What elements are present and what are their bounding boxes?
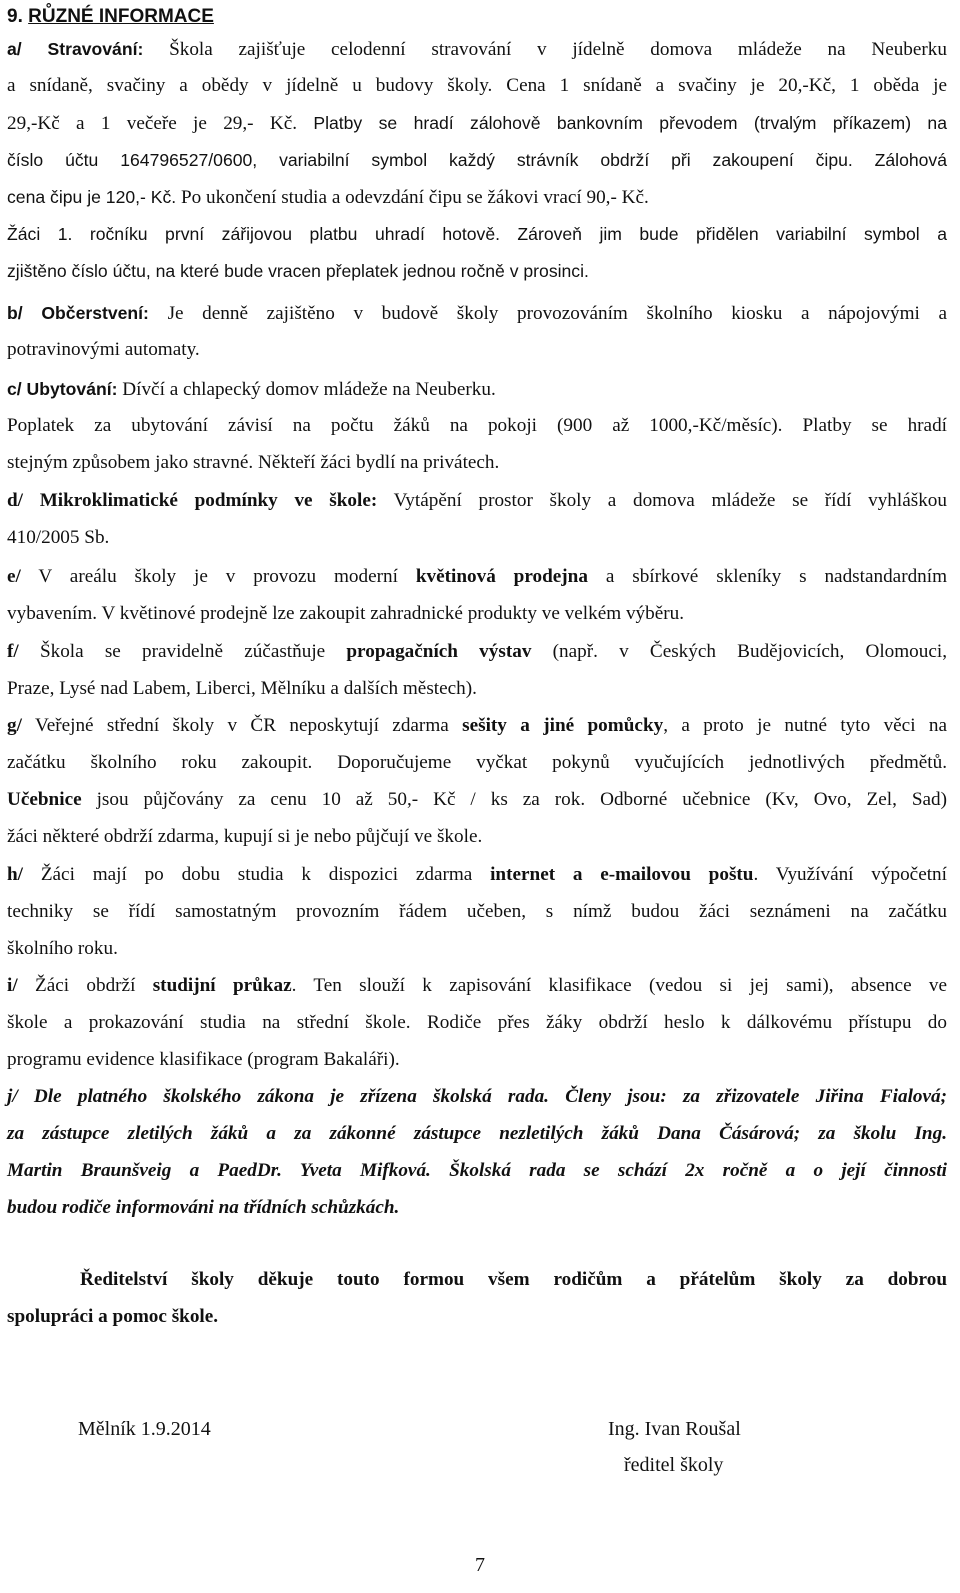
text: Platby se hradí zálohově bankovním převodem (trvalým příkazem) na	[313, 113, 947, 133]
text: . Využívání výpočetní	[753, 864, 947, 885]
paragraph-b-line-1	[7, 296, 947, 330]
paragraph-a-line-6	[7, 217, 947, 251]
text: Veřejné střední školy v ČR neposkytují zdarma	[34, 715, 449, 736]
text: Učebnice	[7, 789, 82, 810]
text: jsou půjčovány za cenu 10 až 50,- Kč / ks za rok. Odborné učebnice (Kv, Ovo, Zel, Sad)	[96, 789, 947, 810]
text: , a proto je nutné tyto věci na	[663, 715, 948, 736]
section-title: RŮZNÉ INFORMACE	[28, 6, 214, 27]
place-date: Mělník 1.9.2014	[78, 1418, 211, 1440]
text: (např. v Českých Budějovicích, Olomouci,	[552, 641, 948, 662]
text: číslo účtu 164796527/0600, variabilní symbol každý strávník obdrží při zakoupení čipu.	[7, 150, 853, 170]
text: květinová prodejna	[415, 566, 588, 587]
text: studijní průkaz	[152, 975, 292, 996]
paragraph-i-line-1	[7, 969, 947, 1003]
text: spolupráci a pomoc škole.	[7, 1306, 219, 1327]
text: techniky se řídí samostatným provozním řádem učeben, s nímž budou žáci seznámeni na začátku	[7, 901, 947, 922]
label-stravovani: a/ Stravování:	[7, 39, 144, 59]
text: stejným způsobem jako stravné. Někteří žáci bydlí na privátech.	[7, 452, 500, 473]
text: Vytápění prostor školy a domova mládeže se řídí vyhláškou	[393, 490, 947, 511]
text: Je denně zajištěno v budově školy provozováním školního kiosku a nápojovými a	[167, 303, 947, 324]
text: programu evidence klasifikace (program Bakaláři).	[7, 1049, 400, 1070]
text: za zástupce zletilých žáků a za zákonné zástupce nezletilých žáků Dana Čásárová; za školu Ing.	[7, 1123, 947, 1144]
label-ubytovani: c/ Ubytování:	[7, 379, 118, 399]
text: Žáci obdrží	[34, 975, 136, 996]
paragraph-e-line-1	[7, 560, 947, 594]
text: zjištěno číslo účtu, na které bude vracen přeplatek jednou ročně v prosinci.	[7, 261, 589, 281]
paragraph-g-line-4	[7, 820, 947, 854]
paragraph-h-line-3	[7, 932, 947, 966]
text: Martin Braunšveig a PaedDr. Yveta Mifková. Školská rada se schází 2x ročně a o její činnosti	[7, 1160, 947, 1181]
text: Praze, Lysé nad Labem, Liberci, Mělníku a dalších městech).	[7, 678, 477, 699]
paragraph-a-line-7	[7, 254, 947, 288]
label-obcerstveni: b/ Občerstvení:	[7, 303, 149, 323]
section-number: 9.	[7, 6, 23, 27]
paragraph-j-line-3	[7, 1154, 947, 1188]
text: . Ten slouží k zapisování klasifikace (vedou si jej sami), absence ve	[291, 975, 948, 996]
text: Zároveň jim bude přidělen variabilní symbol a	[517, 224, 947, 244]
paragraph-j-line-1	[7, 1080, 947, 1114]
text: 410/2005 Sb.	[7, 527, 110, 548]
text: sešity a jiné pomůcky	[462, 715, 664, 736]
paragraph-j-line-2	[7, 1117, 947, 1151]
paragraph-a-line-3	[7, 106, 947, 140]
text: Žáci 1. ročníku první zářijovou platbu uhradí hotově.	[7, 224, 501, 244]
text: škole a prokazování studia na střední škole. Rodiče přes žáky obdrží heslo k dálkovému přístupu do	[7, 1012, 947, 1033]
paragraph-g-line-3	[7, 783, 947, 817]
text: Škola zajišťuje celodenní stravování v jídelně domova mládeže na Neuberku	[169, 39, 947, 60]
paragraph-d-line-2	[7, 521, 947, 555]
paragraph-i-line-3	[7, 1043, 947, 1077]
paragraph-f-line-2	[7, 672, 947, 706]
text: žáci některé obdrží zdarma, kupují si je nebo půjčují ve škole.	[7, 826, 483, 847]
text: propagačních výstav	[346, 641, 532, 662]
text: Ředitelství školy děkuje touto formou všem rodičům a přátelům školy za dobrou	[80, 1269, 947, 1290]
text: V areálu školy je v provozu moderní	[38, 566, 398, 587]
paragraph-b-line-2	[7, 333, 947, 367]
text: a snídaně, svačiny a obědy v jídelně u budovy školy. Cena 1 snídaně a svačiny je 20,-Kč, 1 oběda je	[7, 75, 947, 96]
label-j: j/	[7, 1086, 18, 1107]
paragraph-c-line-1	[7, 372, 947, 406]
paragraph-h-line-2	[7, 895, 947, 929]
paragraph-i-line-2	[7, 1006, 947, 1040]
paragraph-c-line-2	[7, 409, 947, 443]
paragraph-a-line-4	[7, 143, 947, 177]
paragraph-g-line-2	[7, 746, 947, 780]
text: a sbírkové skleníky s nadstandardním	[605, 566, 948, 587]
text: potravinovými automaty.	[7, 339, 200, 360]
page-number: 7	[475, 1554, 485, 1576]
text: internet a e-mailovou poštu	[490, 864, 754, 885]
label-g: g/	[7, 715, 22, 736]
label-mikroklima: d/ Mikroklimatické podmínky ve škole:	[7, 490, 378, 511]
text: Žáci mají po dobu studia k dispozici zdarma	[40, 864, 473, 885]
text: začátku školního roku zakoupit. Doporučujeme vyčkat pokynů vyučujících jednotlivých předmětů.	[7, 752, 947, 773]
text: vybavením. V květinové prodejně lze zakoupit zahradnické produkty ve velkém výběru.	[7, 603, 685, 624]
thanks-line-2	[7, 1300, 947, 1334]
text: Po ukončení studia a odevzdání čipu se žákovi vrací 90,- Kč.	[181, 187, 649, 208]
label-f: f/	[7, 641, 19, 662]
label-h: h/	[7, 864, 24, 885]
text: Dle platného školského zákona je zřízena školská rada. Členy jsou: za zřizovatele Jiřina Fialová;	[33, 1086, 947, 1107]
paragraph-g-line-1	[7, 709, 947, 743]
text: Škola se pravidelně zúčastňuje	[39, 641, 326, 662]
text: školního roku.	[7, 938, 118, 959]
paragraph-f-line-1	[7, 635, 947, 669]
paragraph-c-line-3	[7, 446, 947, 480]
text: cena čipu je 120,- Kč.	[7, 187, 177, 207]
paragraph-e-line-2	[7, 597, 947, 631]
text: Poplatek za ubytování závisí na počtu žáků na pokoji (900 až 1000,-Kč/měsíc). Platby se hradí	[7, 415, 947, 436]
paragraph-j-line-4	[7, 1191, 947, 1225]
signatory-name: Ing. Ivan Roušal	[608, 1418, 741, 1440]
label-e: e/	[7, 566, 21, 587]
section-heading	[7, 0, 947, 34]
paragraph-h-line-1	[7, 858, 947, 892]
signatory-role: ředitel školy	[624, 1454, 724, 1476]
text: 29,-Kč a 1 večeře je 29,- Kč.	[7, 113, 298, 134]
text: Dívčí a chlapecký domov mládeže na Neuberku.	[122, 379, 496, 400]
label-i: i/	[7, 975, 18, 996]
paragraph-d-line-1	[7, 484, 947, 518]
paragraph-a-line-1	[7, 32, 947, 66]
text: budou rodiče informováni na třídních schůzkách.	[7, 1197, 400, 1218]
paragraph-a-line-5	[7, 180, 947, 214]
text: Zálohová	[874, 150, 948, 170]
paragraph-a-line-2	[7, 69, 947, 103]
thanks-line-1	[80, 1263, 947, 1297]
